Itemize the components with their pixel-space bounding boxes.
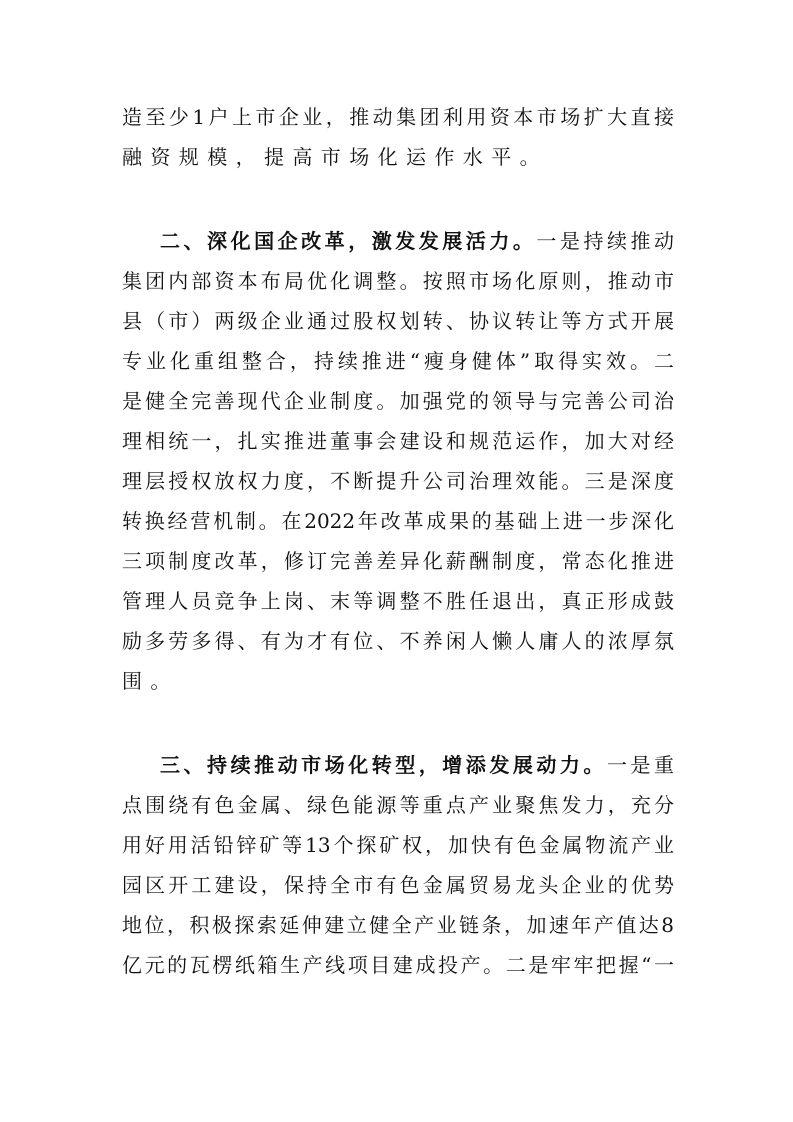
paragraph-line: 转换经营机制。在2022年改革成果的基础上进一步深化 — [122, 509, 674, 533]
paragraph-line: 地位，积极探索延伸建立健全产业链条，加速年产值达8 — [122, 913, 674, 937]
paragraph-line: 用好用活铅锌矿等13个探矿权，加快有色金属物流产业 — [122, 833, 674, 857]
paragraph-line: 理相统一，扎实推进董事会建设和规范运作，加大对经 — [122, 429, 674, 453]
paragraph-text: 一是持续推动 — [536, 229, 675, 253]
section-heading-line — [160, 745, 674, 785]
paragraph-line: 点围绕有色金属、绿色能源等重点产业聚焦发力，充分 — [122, 793, 674, 817]
section-heading-line — [160, 221, 674, 261]
paragraph-line: 是健全完善现代企业制度。加强党的领导与完善公司治 — [122, 389, 674, 413]
paragraph-line: 管理人员竞争上岗、末等调整不胜任退出，真正形成鼓 — [122, 589, 674, 613]
paragraph-line: 理层授权放权力度，不断提升公司治理效能。三是深度 — [122, 469, 674, 493]
paragraph-line: 亿元的瓦楞纸箱生产线项目建成投产。二是牢牢把握“一 — [122, 953, 674, 977]
section-heading: 二、深化国企改革，激发发展活力。 — [160, 229, 537, 253]
paragraph-line: 融资规模，提高市场化运作水平。 — [122, 145, 548, 169]
paragraph-line: 集团内部资本布局优化调整。按照市场化原则，推动市 — [122, 269, 674, 293]
paragraph-line: 园区开工建设，保持全市有色金属贸易龙头企业的优势 — [122, 873, 674, 897]
paragraph-line: 专业化重组整合，持续推进“瘦身健体”取得实效。二 — [122, 349, 674, 373]
paragraph-line: 围。 — [122, 669, 179, 693]
paragraph-text: 一是重 — [606, 753, 675, 777]
paragraph-line: 县（市）两级企业通过股权划转、协议转让等方式开展 — [122, 309, 674, 333]
section-heading: 三、持续推动市场化转型，增添发展动力。 — [160, 753, 607, 777]
paragraph-line: 励多劳多得、有为才有位、不养闲人懒人庸人的浓厚氛 — [122, 629, 674, 653]
paragraph-line: 造至少1户上市企业，推动集团利用资本市场扩大直接 — [122, 105, 674, 129]
paragraph-line: 三项制度改革，修订完善差异化薪酬制度，常态化推进 — [122, 549, 674, 573]
